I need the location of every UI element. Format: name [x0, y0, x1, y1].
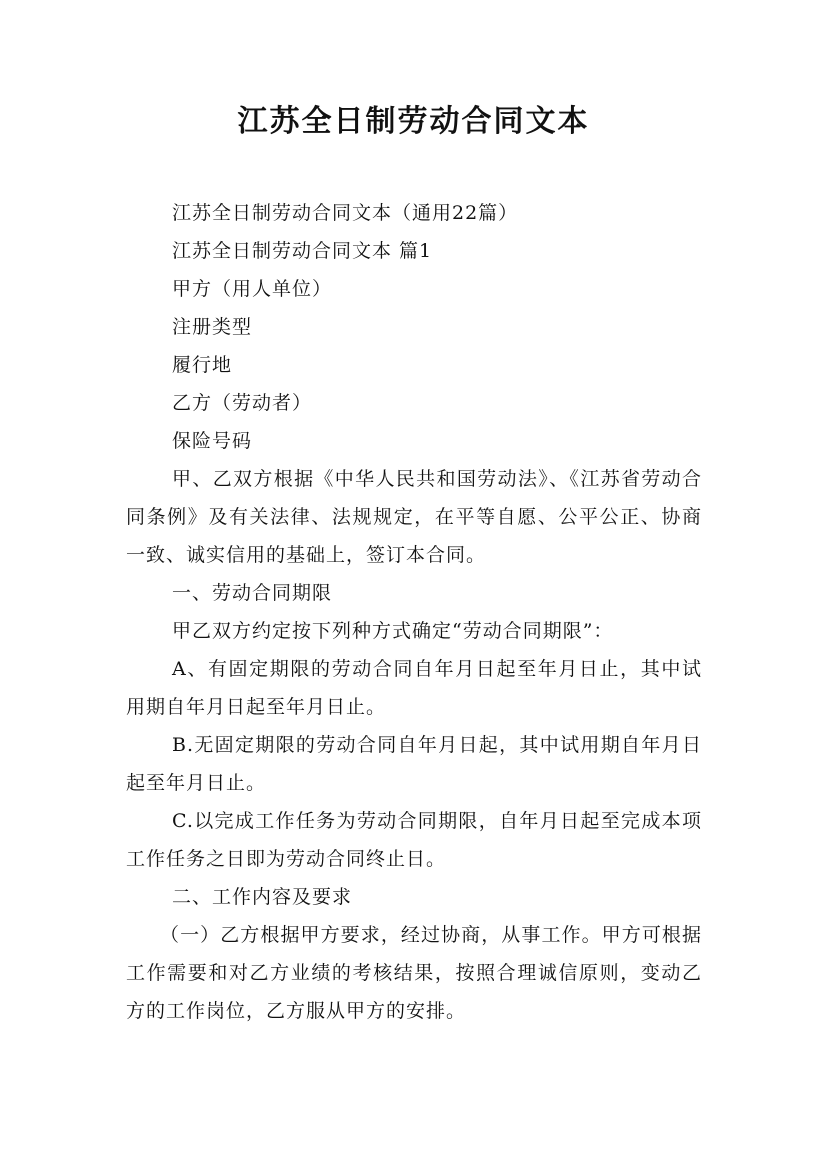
- insurance-number-label: 保险号码: [172, 430, 253, 452]
- section-2-item-1: （一）乙方根据甲方要求，经过协商，从事工作。甲方可根据工作需要和对乙方业绩的考核结果，按照合理诚信原则，变动乙方的工作岗位，乙方服从甲方的安排。: [126, 924, 702, 1022]
- party-b-label: 乙方（劳动者）: [172, 392, 313, 414]
- piece-heading: 江苏全日制劳动合同文本 篇1: [172, 240, 433, 262]
- performance-place-label: 履行地: [172, 354, 233, 376]
- section-2-heading: 二、工作内容及要求: [172, 886, 353, 908]
- registration-type-label: 注册类型: [172, 316, 253, 338]
- section-1-intro: 甲乙双方约定按下列种方式确定“劳动合同期限”：: [172, 620, 614, 642]
- document-body: [126, 194, 702, 1030]
- preamble-paragraph: 甲、乙双方根据《中华人民共和国劳动法》、《江苏省劳动合同条例》及有关法律、法规规定，在平等自愿、公平公正、协商一致、诚实信用的基础上，签订本合同。: [126, 468, 702, 566]
- section-1-heading: 一、劳动合同期限: [172, 582, 333, 604]
- subtitle-line: 江苏全日制劳动合同文本（通用22篇）: [172, 202, 519, 224]
- clause-a-paragraph: A、有固定期限的劳动合同自年月日起至年月日止，其中试用期自年月日起至年月日止。: [126, 658, 702, 718]
- document-title: 江苏全日制劳动合同文本: [237, 104, 590, 139]
- clause-c-paragraph: C.以完成工作任务为劳动合同期限，自年月日起至完成本项工作任务之日即为劳动合同终止日。: [126, 810, 702, 870]
- party-a-label: 甲方（用人单位）: [172, 278, 333, 300]
- clause-b-paragraph: B.无固定期限的劳动合同自年月日起，其中试用期自年月日起至年月日止。: [126, 734, 702, 794]
